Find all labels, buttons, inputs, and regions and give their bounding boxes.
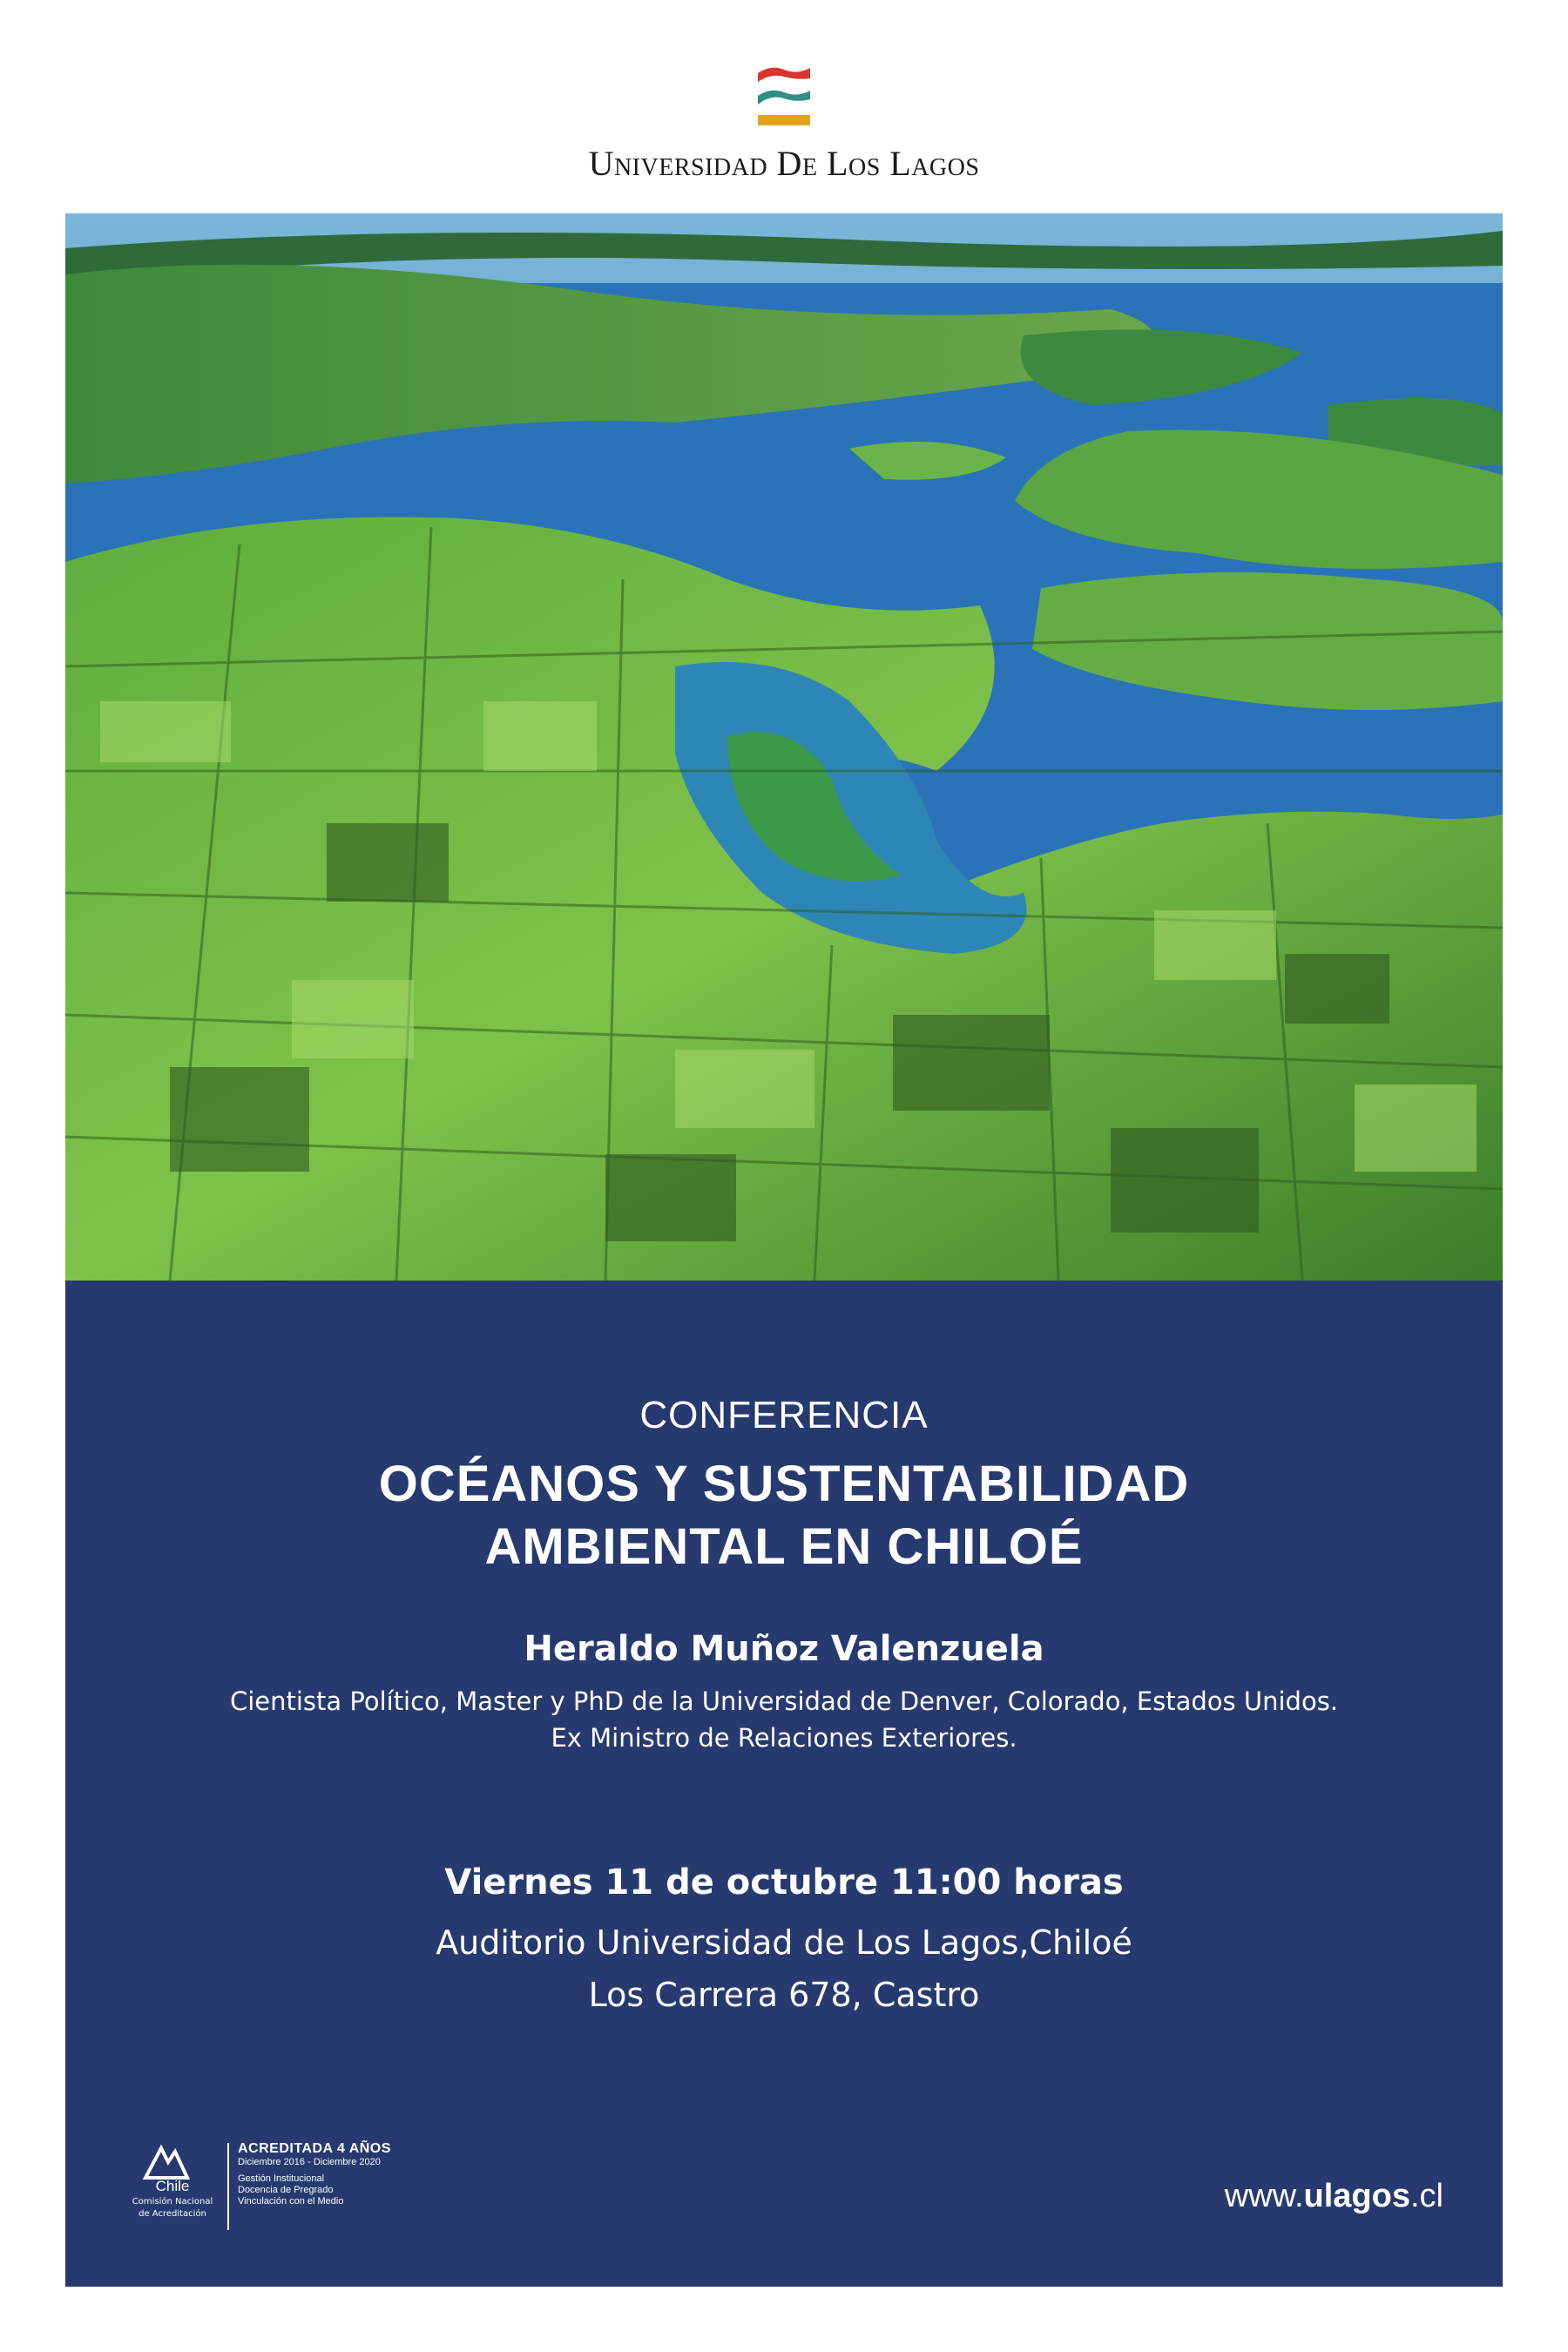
- speaker-description: [65, 1683, 1503, 1756]
- website-prefix: www.: [1224, 2178, 1304, 2214]
- university-logo-icon: [754, 61, 814, 131]
- speaker-description-line-1: Cientista Político, Master y PhD de la Universidad de Denver, Colorado, Estados Unidos.: [229, 1686, 1339, 1716]
- accreditation-area-3: Vinculación con el Medio: [238, 2196, 344, 2207]
- accreditation-block: [125, 2143, 391, 2239]
- agency-line-1: Comisión Nacional: [132, 2197, 213, 2207]
- header-logo: [0, 61, 1568, 184]
- event-title-line-1: OCÉANOS Y SUSTENTABILIDAD: [378, 1456, 1190, 1512]
- event-date-time: Viernes 11 de octubre 11:00 horas: [444, 1862, 1124, 1903]
- event-title-line-2: AMBIENTAL EN CHILOÉ: [484, 1518, 1084, 1575]
- accreditation-area-2: Docencia de Pregrado: [238, 2185, 334, 2195]
- aerial-landscape-image: [65, 213, 1503, 1281]
- event-type-label: CONFERENCIA: [639, 1394, 929, 1436]
- accreditation-brand: Chile: [155, 2178, 190, 2194]
- info-panel: [65, 1281, 1503, 2287]
- university-name: Universidad De Los Lagos: [588, 144, 980, 183]
- accreditation-heading: ACREDITADA 4 AÑOS: [238, 2141, 391, 2156]
- website-domain: ulagos: [1303, 2178, 1410, 2214]
- venue-line-1: Auditorio Universidad de Los Lagos,Chiloé: [436, 1923, 1132, 1962]
- accreditation-divider: [227, 2143, 229, 2230]
- agency-line-2: de Acreditación: [139, 2209, 206, 2219]
- venue-line-2: Los Carrera 678, Castro: [588, 1976, 980, 2014]
- accreditation-period: Diciembre 2016 - Diciembre 2020: [238, 2157, 381, 2167]
- accreditation-logo: [125, 2143, 220, 2220]
- website-suffix: .cl: [1410, 2178, 1443, 2214]
- speaker-description-line-2: Ex Ministro de Relaciones Exteriores.: [551, 1723, 1017, 1753]
- event-venue: [65, 1916, 1503, 2021]
- speaker-name: Heraldo Muñoz Valenzuela: [524, 1629, 1044, 1669]
- hero-photo: [65, 213, 1503, 1281]
- website-link[interactable]: [1225, 2178, 1443, 2215]
- accreditation-area-1: Gestión Institucional: [238, 2173, 325, 2184]
- event-title: [65, 1453, 1503, 1578]
- accreditation-details: [238, 2143, 391, 2207]
- accreditation-mark-icon: [142, 2143, 203, 2180]
